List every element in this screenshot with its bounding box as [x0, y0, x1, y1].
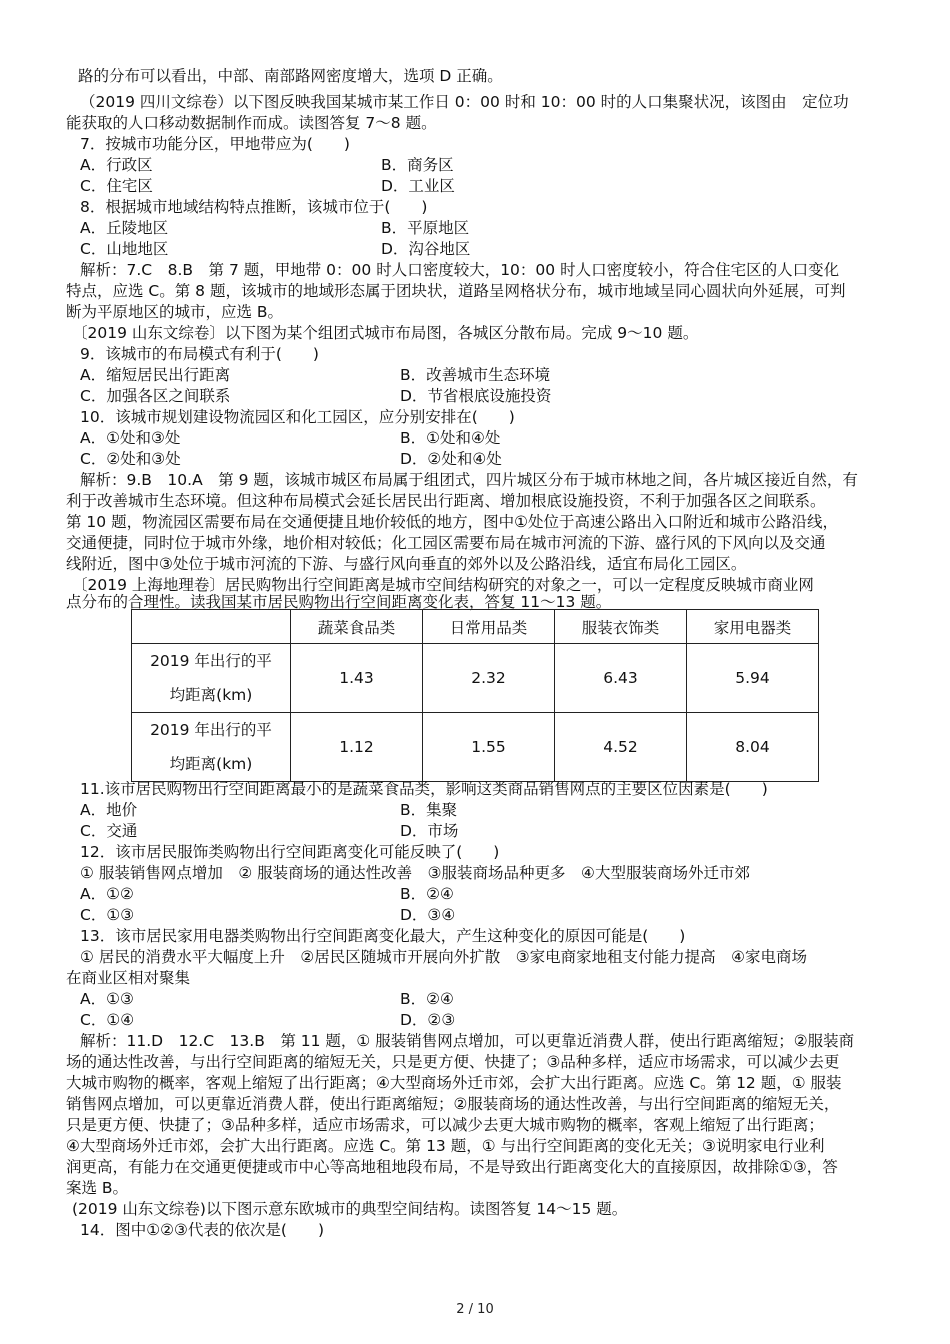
- answer-11-13-line3: 大城市购物的概率，客观上缩短了出行距离；④大型商场外迁市郊，会扩大出行距离。应选 C。第 12 题，① 服装: [66, 1074, 842, 1092]
- q13-option-a: A．①③: [80, 990, 134, 1008]
- q11-option-b: B．集聚: [400, 801, 458, 819]
- q13-stem: 13．该市居民家用电器类购物出行空间距离变化最大，产生这种变化的原因可能是( ): [80, 927, 686, 945]
- q9-option-c: C．加强各区之间联系: [80, 387, 231, 405]
- row-label-line2: 均距离(km): [169, 755, 253, 773]
- q9-option-a: A．缩短居民出行距离: [80, 366, 231, 384]
- intro-11-13-line1: 〔2019 上海地理卷〕居民购物出行空间距离是城市空间结构研究的对象之一，可以一定程度反映城市商业网: [72, 576, 814, 594]
- q8-stem: 8．根据城市地域结构特点推断，该城市位于( ): [80, 198, 428, 216]
- q13-items-line2: 在商业区相对聚集: [66, 969, 191, 987]
- answer-9-10-line2: 利于改善城市生态环境。但这种布局模式会延长居民出行距离、增加根底设施投资，不利于加强各区之间联系。: [66, 492, 826, 510]
- q8-option-b: B．平原地区: [381, 219, 470, 237]
- q9-stem: 9．该城市的布局模式有利于( ): [80, 345, 319, 363]
- q8-option-a: A．丘陵地区: [80, 219, 169, 237]
- table-cell: 4.52: [555, 713, 687, 782]
- q9-option-d: D．节省根底设施投资: [400, 387, 552, 405]
- table-cell: 8.04: [687, 713, 819, 782]
- q10-stem: 10．该城市规划建设物流园区和化工园区，应分别安排在( ): [80, 408, 515, 426]
- q11-stem: 11.该市居民购物出行空间距离最小的是蔬菜食品类，影响这类商品销售网点的主要区位因素是( ): [80, 780, 768, 798]
- q13-option-b: B．②④: [400, 990, 454, 1008]
- q8-option-c: C．山地地区: [80, 240, 169, 258]
- intro-9-10: 〔2019 山东文综卷〕以下图为某个组团式城市布局图，各城区分散布局。完成 9～10 题。: [72, 324, 699, 342]
- answer-7-8-line2: 特点，应选 C。第 8 题，该城市的地域形态属于团块状，道路呈网格状分布，城市地域呈同心圆状向外延展，可判: [66, 282, 846, 300]
- q9-option-b: B．改善城市生态环境: [400, 366, 551, 384]
- answer-9-10-line5: 线附近，图中③处位于城市河流的下游、与盛行风向垂直的郊外以及公路沿线，适宜布局化工园区。: [66, 555, 747, 573]
- answer-11-13-line6: ④大型商场外迁市郊，会扩大出行距离。应选 C。第 13 题，① 与出行空间距离的变化无关；③说明家电行业利: [66, 1137, 825, 1155]
- table-header-cell: 服装衣饰类: [555, 610, 687, 644]
- q10-option-c: C．②处和③处: [80, 450, 181, 468]
- table-header-cell: 日常用品类: [423, 610, 555, 644]
- answer-11-13-line5: 只是更方便、快捷了；③品种多样，适应市场需求，可以减少去更大城市购物的概率，客观上缩短了出行距离；: [66, 1116, 824, 1134]
- answer-7-8-line3: 断为平原地区的城市，应选 B。: [66, 303, 284, 321]
- q8-option-d: D．沟谷地区: [381, 240, 471, 258]
- answer-11-13-line2: 场的通达性改善，与出行空间距离的缩短无关，只是更方便、快捷了；③品种多样，适应市场需求，可以减少去更: [66, 1053, 840, 1071]
- intro-14-15: (2019 山东文综卷)以下图示意东欧城市的典型空间结构。读图答复 14～15 题。: [72, 1200, 628, 1218]
- table-row-label: [132, 713, 291, 782]
- q11-option-c: C．交通: [80, 822, 138, 840]
- table-header-row: [132, 610, 819, 644]
- q11-option-d: D．市场: [400, 822, 459, 840]
- table-cell: 2.32: [423, 644, 555, 713]
- q10-option-a: A．①处和③处: [80, 429, 181, 447]
- q7-option-c: C．住宅区: [80, 177, 153, 195]
- intro-7-8-line2: 能获取的人口移动数据制作而成。读图答复 7～8 题。: [66, 114, 437, 132]
- table-header-cell: [132, 610, 291, 644]
- table-header-cell: 蔬菜食品类: [291, 610, 423, 644]
- row-label-line2: 均距离(km): [169, 686, 253, 704]
- q10-option-d: D．②处和④处: [400, 450, 502, 468]
- q13-option-d: D．②③: [400, 1011, 456, 1029]
- table-cell: 6.43: [555, 644, 687, 713]
- answer-11-13-line8: 案选 B。: [66, 1179, 129, 1197]
- table-cell: 1.12: [291, 713, 423, 782]
- answer-9-10-line1: 解析：9.B 10.A 第 9 题，该城市城区布局属于组团式，四片城区分布于城市林地之间，各片城区接近自然，有: [80, 471, 858, 489]
- table-cell: 1.55: [423, 713, 555, 782]
- q14-stem: 14．图中①②③代表的依次是( ): [80, 1221, 325, 1239]
- q12-option-d: D．③④: [400, 906, 456, 924]
- table-cell: 1.43: [291, 644, 423, 713]
- q12-items: ① 服装销售网点增加 ② 服装商场的通达性改善 ③服装商场品种更多 ④大型服装商场外迁市郊: [80, 864, 750, 882]
- q11-option-a: A．地价: [80, 801, 138, 819]
- q7-option-d: D．工业区: [381, 177, 455, 195]
- answer-11-13-line7: 润更高，有能力在交通更便捷或市中心等高地租地段布局，不是导致出行距离变化大的直接原因，故排除①③，答: [66, 1158, 838, 1176]
- answer-9-10-line3: 第 10 题，物流园区需要布局在交通便捷且地价较低的地方，图中①处位于高速公路出入口附近和城市公路沿线，: [66, 513, 838, 531]
- intro-7-8-line1: （2019 四川文综卷）以下图反映我国某城市某工作日 0：00 时和 10：00 时的人口集聚状况，该图由 定位功: [80, 93, 849, 111]
- q10-option-b: B．①处和④处: [400, 429, 501, 447]
- q13-items-line1: ① 居民的消费水平大幅度上升 ②居民区随城市开展向外扩散 ③家电商家地租支付能力提高 ④家电商场: [80, 948, 808, 966]
- q7-stem: 7．按城市功能分区，甲地带应为( ): [80, 135, 350, 153]
- answer-7-8-line1: 解析：7.C 8.B 第 7 题，甲地带 0：00 时人口密度较大，10：00 时人口密度较小，符合住宅区的人口变化: [80, 261, 840, 279]
- paragraph-continuation: 路的分布可以看出，中部、南部路网密度增大，选项 D 正确。: [78, 67, 503, 85]
- q7-option-a: A．行政区: [80, 156, 153, 174]
- q7-option-b: B．商务区: [381, 156, 454, 174]
- q12-option-a: A．①②: [80, 885, 134, 903]
- intro-11-13-line2: 点分布的合理性。读我国某市居民购物出行空间距离变化表，答复 11～13 题。: [66, 593, 612, 611]
- q12-option-b: B．②④: [400, 885, 454, 903]
- answer-11-13-line1: 解析：11.D 12.C 13.B 第 11 题，① 服装销售网点增加，可以更靠近消费人群，使出行距离缩短；②服装商: [80, 1032, 855, 1050]
- table-cell: 5.94: [687, 644, 819, 713]
- answer-9-10-line4: 交通便捷，同时位于城市外缘，地价相对较低；化工园区需要布局在城市河流的下游、盛行风的下风向以及交通: [66, 534, 826, 552]
- distance-table: [131, 609, 819, 782]
- answer-11-13-line4: 销售网点增加，可以更靠近消费人群，使出行距离缩短；②服装商场的通达性改善，与出行空间距离的缩短无关，: [66, 1095, 840, 1113]
- table-row: [132, 713, 819, 782]
- q12-stem: 12．该市居民服饰类购物出行空间距离变化可能反映了( ): [80, 843, 500, 861]
- row-label-line1: 2019 年出行的平: [150, 721, 272, 739]
- table-row: [132, 644, 819, 713]
- q13-option-c: C．①④: [80, 1011, 135, 1029]
- page-number: 2 / 10: [456, 1302, 494, 1317]
- table-row-label: [132, 644, 291, 713]
- row-label-line1: 2019 年出行的平: [150, 652, 272, 670]
- q12-option-c: C．①③: [80, 906, 135, 924]
- table-header-cell: 家用电器类: [687, 610, 819, 644]
